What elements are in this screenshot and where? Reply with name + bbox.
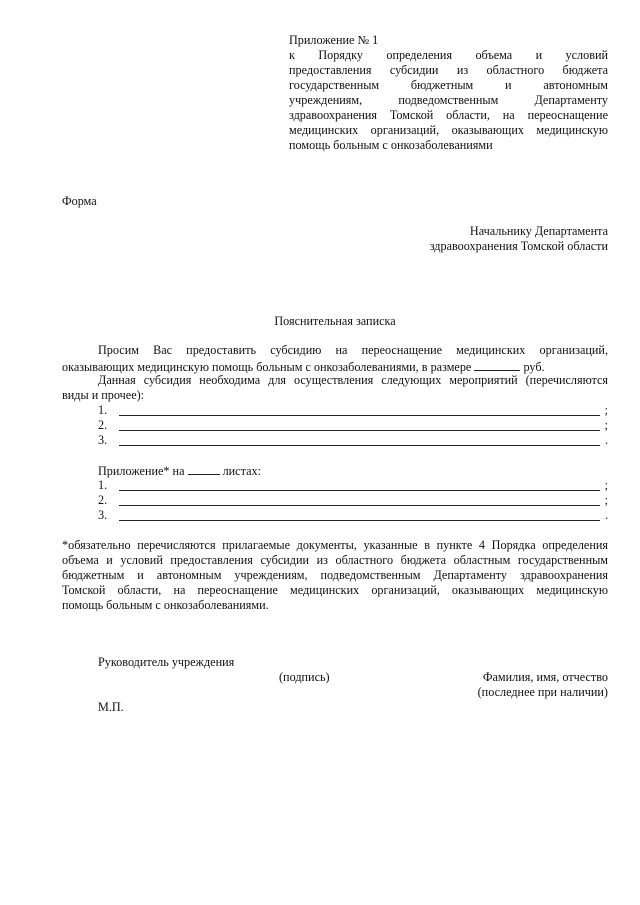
attachment-end: ; [604,493,608,507]
attachment-text: листах: [222,464,261,478]
activity-number: 1. [98,403,108,417]
body-line: виды и прочее): [62,388,145,402]
activity-end: ; [604,418,608,432]
activity-number: 3. [98,433,108,447]
activity-line-2[interactable] [98,418,608,433]
activity-line-1[interactable] [98,403,608,418]
attachment-blank[interactable] [119,505,600,506]
addressee-line-2: здравоохранения Томской области [429,239,608,253]
addressee-line-1: Начальнику Департамента [469,224,608,238]
attachment-line-3[interactable] [98,508,608,523]
sheets-count-blank[interactable] [188,462,220,475]
full-name-note: (последнее при наличии) [477,685,608,699]
activity-blank[interactable] [119,430,600,431]
attachment-label [98,462,261,479]
body-paragraph-1 [62,343,608,375]
annex-line: здравоохранения Томской области, на переоснащение [289,108,608,122]
footnote [62,538,608,613]
form-label: Форма [62,194,97,208]
annex-line: к Порядку определения объема и условий [289,48,608,62]
attachment-number: 2. [98,493,108,507]
body-paragraph-2 [62,373,608,403]
attachment-line-1[interactable] [98,478,608,493]
annex-line: медицинских организаций, оказывающих медицинскую [289,123,608,137]
annex-title: Приложение № 1 [289,33,379,47]
body-line: Данная субсидия необходима для осуществления следующих мероприятий (перечисляются [98,373,608,387]
attachment-number: 3. [98,508,108,522]
footnote-line: бюджетным и автономным учреждениям, подведомственным Департаменту здравоохранения [62,568,608,582]
footnote-line: объема и условий предоставления субсидии из областного бюджета областным государственным [62,553,608,567]
annex-line: предоставления субсидии из областного бюджета [289,63,608,77]
annex-text [289,48,608,153]
annex-line: помощь больным с онкозаболеваниями [289,138,493,152]
signature-label: (подпись) [279,670,330,684]
body-text: оказывающих медицинскую помощь больным с онкозаболеваниями, в размере [62,360,472,374]
attachment-end: ; [604,478,608,492]
activity-end: ; [604,403,608,417]
annex-line: учреждениям, подведомственным Департаменту [289,93,608,107]
footnote-line: *обязательно перечисляются прилагаемые документы, указанные в пункте 4 Порядка определения [62,538,608,552]
addressee [430,224,608,254]
attachment-blank[interactable] [119,520,600,521]
attachment-line-2[interactable] [98,493,608,508]
attachment-end: . [604,508,608,522]
document-title: Пояснительная записка [274,314,396,328]
footnote-line: Томской области, на переоснащение медицинских организаций, оказывающих медицинскую [62,583,608,597]
attachment-text: Приложение* на [98,464,185,478]
stamp-place: М.П. [98,700,124,714]
body-line: Просим Вас предоставить субсидию на переоснащение медицинских организаций, [98,343,608,357]
activity-number: 2. [98,418,108,432]
activity-end: . [604,433,608,447]
annex-line: государственным бюджетным и автономным [289,78,608,92]
attachment-number: 1. [98,478,108,492]
footnote-line: помощь больным с онкозаболеваниями. [62,598,269,612]
amount-blank[interactable] [474,358,520,371]
attachment-blank[interactable] [119,490,600,491]
activity-blank[interactable] [119,415,600,416]
full-name-label: Фамилия, имя, отчество [482,670,608,684]
activity-line-3[interactable] [98,433,608,448]
signature-head: Руководитель учреждения [98,655,235,669]
currency-label: руб. [523,360,545,374]
activity-blank[interactable] [119,445,600,446]
